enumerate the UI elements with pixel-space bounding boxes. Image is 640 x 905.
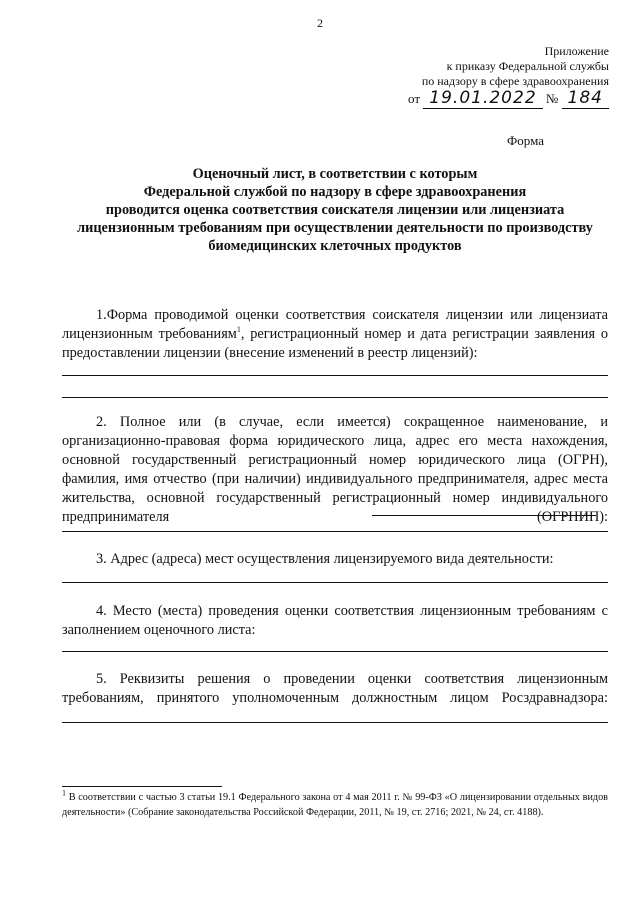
appendix-line-3: по надзору в сфере здравоохранения: [421, 74, 609, 88]
number-prefix: №: [545, 91, 559, 106]
title-line-3: проводится оценка соответствия соискателя лицензии или лицензиата: [105, 202, 565, 218]
handwritten-date: 19.01.2022: [423, 88, 542, 109]
item-5-fill-line[interactable]: [62, 722, 608, 723]
footnote-ref: 1: [236, 325, 241, 335]
title-line-5: биомедицинских клеточных продуктов: [208, 238, 462, 254]
item-2-licensee-info: [62, 413, 608, 527]
title-line-1: Оценочный лист, в соответствии с которым: [192, 166, 478, 182]
item-2-text: 2. Полное или (в случае, если имеется) сокращенное наименование, и организационно-правовая форма юридического лица, адрес его места нахождения, основной государственный регистрационный номер юридического лица (ОГРН), фамилия, имя отчество (при наличии) индивидуального предпринимателя, адрес места жительства, основной государственный регистрационный номер индивидуального предпринимателя (ОГРНИП):: [62, 414, 608, 525]
item-1-form-of-assessment: [62, 306, 608, 363]
item-1-text-a: 1.Форма проводимой оценки соответствия соискателя лицензии или лицензиата лицензионным требованиям: [62, 307, 608, 342]
item-4-fill-line[interactable]: [62, 651, 608, 652]
item-3-fill-line[interactable]: [62, 582, 608, 583]
handwritten-number: 184: [562, 88, 609, 109]
item-1-text-b: , регистрационный номер и дата регистрации заявления о предоставлении лицензии (внесение изменений в реестр лицензий):: [62, 326, 608, 361]
footnote-mark: 1: [62, 788, 66, 798]
item-3-text: 3. Адрес (адреса) мест осуществления лицензируемого вида деятельности:: [96, 551, 554, 567]
document-title: [62, 165, 608, 255]
footnote-text: В соответствии с частью 3 статьи 19.1 Федерального закона от 4 мая 2011 г. № 99-ФЗ «О лицензировании отдельных видов деятельности» (Собрание законодательства Российской Федерации, 2011, № 19, ст. 2716; 2021, № 24, ст. 4188).: [62, 792, 608, 818]
item-4-assessment-place: [62, 602, 608, 640]
appendix-header: [279, 44, 609, 106]
item-1-fill-line-1[interactable]: [62, 375, 608, 376]
appendix-date-row: [279, 88, 609, 108]
appendix-line-2: к приказу Федеральной службы: [446, 59, 609, 73]
title-line-2: Федеральной службой по надзору в сфере здравоохранения: [143, 184, 527, 200]
item-5-text: 5. Реквизиты решения о проведении оценки соответствия лицензионным требованиям, принятого уполномоченным должностным лицом Росздравнадзора:: [62, 671, 608, 706]
page-number: 2: [317, 16, 323, 30]
footnote: [62, 790, 608, 820]
item-1-fill-line-2[interactable]: [62, 397, 608, 398]
item-5-decision-details: [62, 670, 608, 708]
footnote-separator: [62, 786, 222, 787]
item-2-fill-line-2[interactable]: [62, 531, 608, 532]
date-prefix: от: [408, 91, 421, 106]
appendix-line-1: Приложение: [544, 44, 609, 58]
form-label: Форма: [507, 133, 544, 148]
item-3-address: [62, 550, 608, 569]
title-line-4: лицензионным требованиям при осуществлении деятельности по производству: [77, 220, 593, 236]
item-4-text: 4. Место (места) проведения оценки соответствия лицензионным требованиям с заполнением оценочного листа:: [62, 603, 608, 638]
item-2-ogrnip-fill-line[interactable]: [372, 515, 596, 516]
